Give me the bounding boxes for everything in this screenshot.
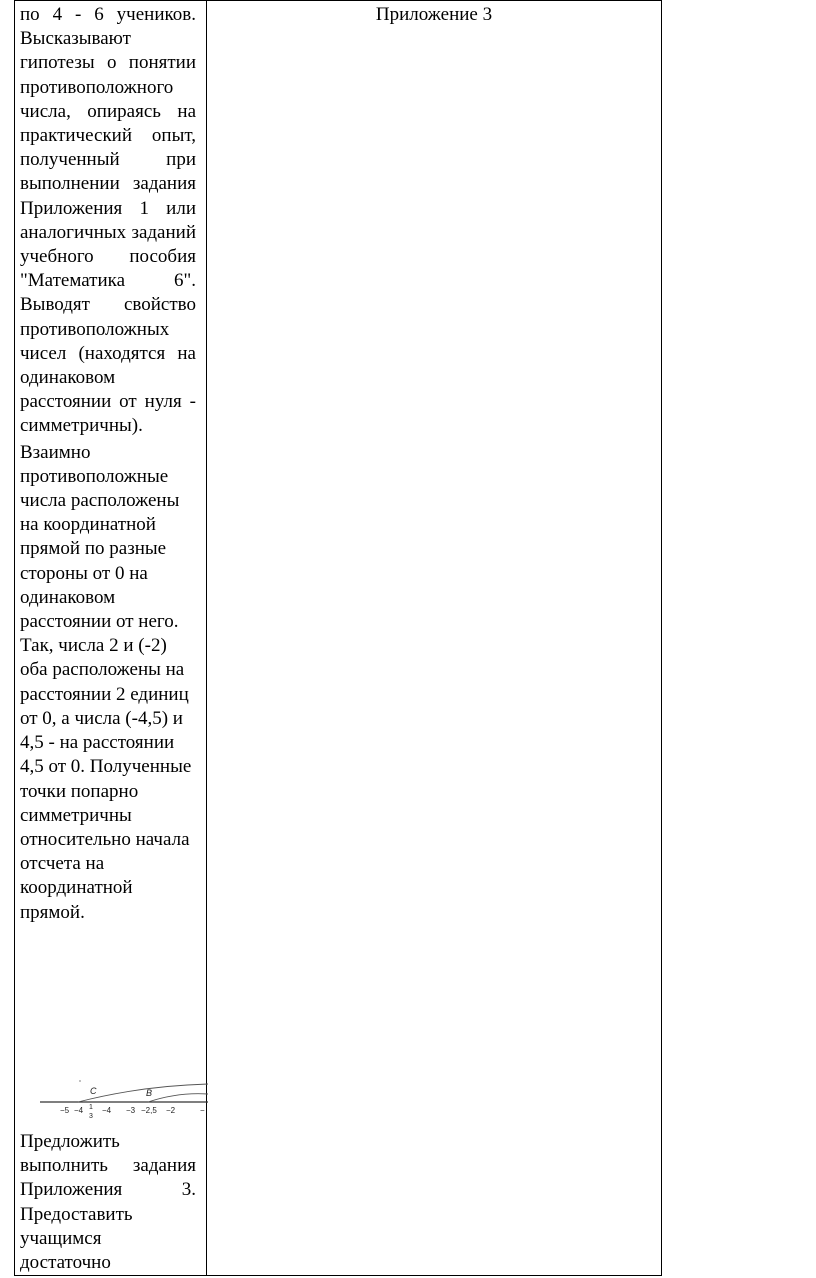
number-line-figure bbox=[40, 1080, 208, 1120]
tick-label: −4 bbox=[102, 1106, 112, 1115]
tick-label: −2 bbox=[166, 1106, 176, 1115]
appendix-heading: Приложение 3 bbox=[375, 4, 493, 25]
tick-label: 3 bbox=[89, 1113, 93, 1120]
paragraph-opposite-numbers: Взаимно противоположные числа расположены на координатной прямой по разные стороны от 0 на одинаковом расстоянии от него. Так, числа 2 и (-2) оба расположены на расстоянии 2 единиц от 0, а числа (-4,5) и 4,5 - на расстоянии 4,5 от 0. Полученные точки попарно симметричны относительно начала отсчета на координатной прямой. bbox=[20, 441, 192, 923]
tick-label: −5 bbox=[60, 1106, 70, 1115]
tick-label: −4 bbox=[74, 1106, 84, 1115]
arc-c bbox=[78, 1084, 208, 1102]
tick-label: 1 bbox=[89, 1104, 93, 1111]
left-column bbox=[20, 3, 196, 925]
tick-label: −2,5 bbox=[141, 1106, 157, 1115]
right-column bbox=[207, 3, 661, 27]
arc-b bbox=[148, 1094, 208, 1102]
number-line-svg bbox=[40, 1080, 208, 1120]
point-label-b: B bbox=[146, 1088, 153, 1098]
point-label-c: C bbox=[90, 1086, 97, 1096]
paragraph-hypotheses: по 4 - 6 учеников. Высказывают гипотезы о понятии противоположного числа, опираясь на практический опыт, полученный при выполнении задания Приложения 1 или аналогичных заданий учебного пособия "Математика 6". Выводят свойство противоположных чисел (находятся на одинаковом расстоянии от нуля - симметричны). bbox=[20, 4, 196, 437]
tick-label: −3 bbox=[126, 1106, 136, 1115]
tick-label: − bbox=[200, 1106, 205, 1115]
paragraph-assignment: Предложить выполнить задания Приложения 3. Предоставить учащимся достаточно bbox=[20, 1131, 196, 1274]
left-column-bottom bbox=[20, 1130, 196, 1275]
